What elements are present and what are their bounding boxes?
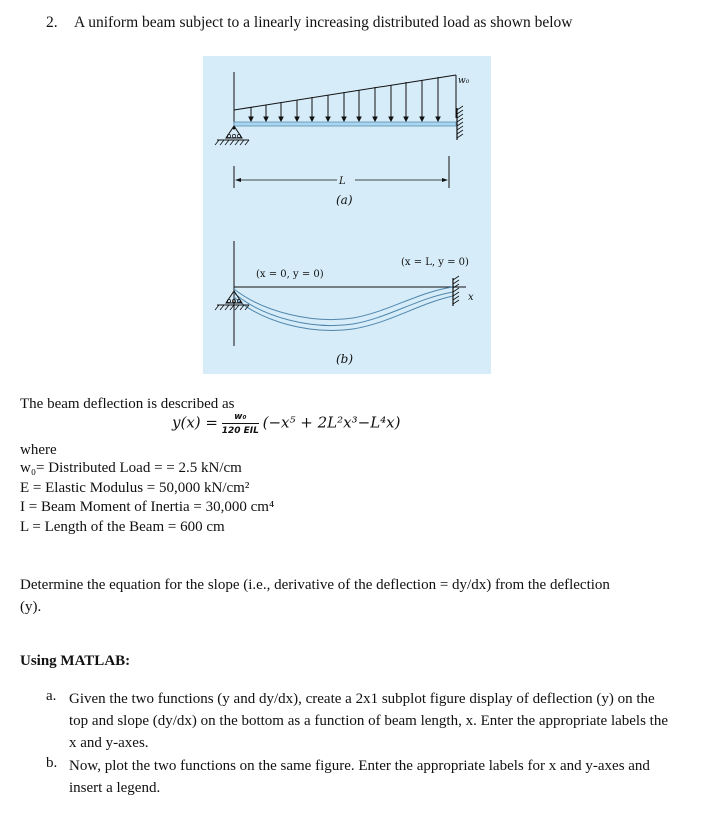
where-item-inertia: I = Beam Moment of Inertia = 30,000 cm⁴ [20,499,275,515]
axis-x-label: x [468,292,474,303]
matlab-item-a: Given the two functions (y and dy/dx), create a 2x1 subplot figure display of deflection (y) on the top and slope (dy/dx) on the bottom as a function of beam length, x. Enter the appropriate labels the x and y-axes. [69,691,669,751]
deflection-equation [172,412,400,436]
list-marker-b: b. [46,755,58,771]
bc-left-label: (x = 0, y = 0) [256,269,324,280]
caption-b: (b) [336,352,354,366]
where-heading: where [20,442,57,458]
problem-title: A uniform beam subject to a linearly increasing distributed load as shown below [74,14,573,31]
caption-a: (a) [336,193,353,207]
equation-lhs: y(x) = [172,413,218,432]
equation-denominator: 120 EIL [221,426,259,436]
matlab-item-b: Now, plot the two functions on the same figure. Enter the appropriate labels for x and y-axes and insert a legend. [69,758,650,796]
figure-a-beam-diagram [215,72,463,188]
list-marker-a: a. [46,688,57,704]
matlab-heading: Using MATLAB: [20,653,131,669]
where-item-modulus: E = Elastic Modulus = 50,000 kN/cm² [20,480,250,496]
equation-fraction [222,412,259,436]
where-item-length: L = Length of the Beam = 600 cm [20,519,225,535]
load-label: w₀ [458,76,470,86]
equation-rhs: (−x⁵ + 2L²x³−L⁴x) [262,413,401,432]
where-item-load: w₀= Distributed Load = = 2.5 kN/cm [20,460,242,476]
deflection-intro: The beam deflection is described as [20,396,235,412]
equation-numerator: w₀ [222,412,259,424]
problem-number: 2. [46,14,58,31]
bc-right-label: (x = L, y = 0) [401,257,469,268]
beam-figure [203,56,491,374]
span-label: L [339,176,346,187]
task-text: Determine the equation for the slope (i.e., derivative of the deflection = dy/dx) from the deflection (y). [20,577,610,615]
